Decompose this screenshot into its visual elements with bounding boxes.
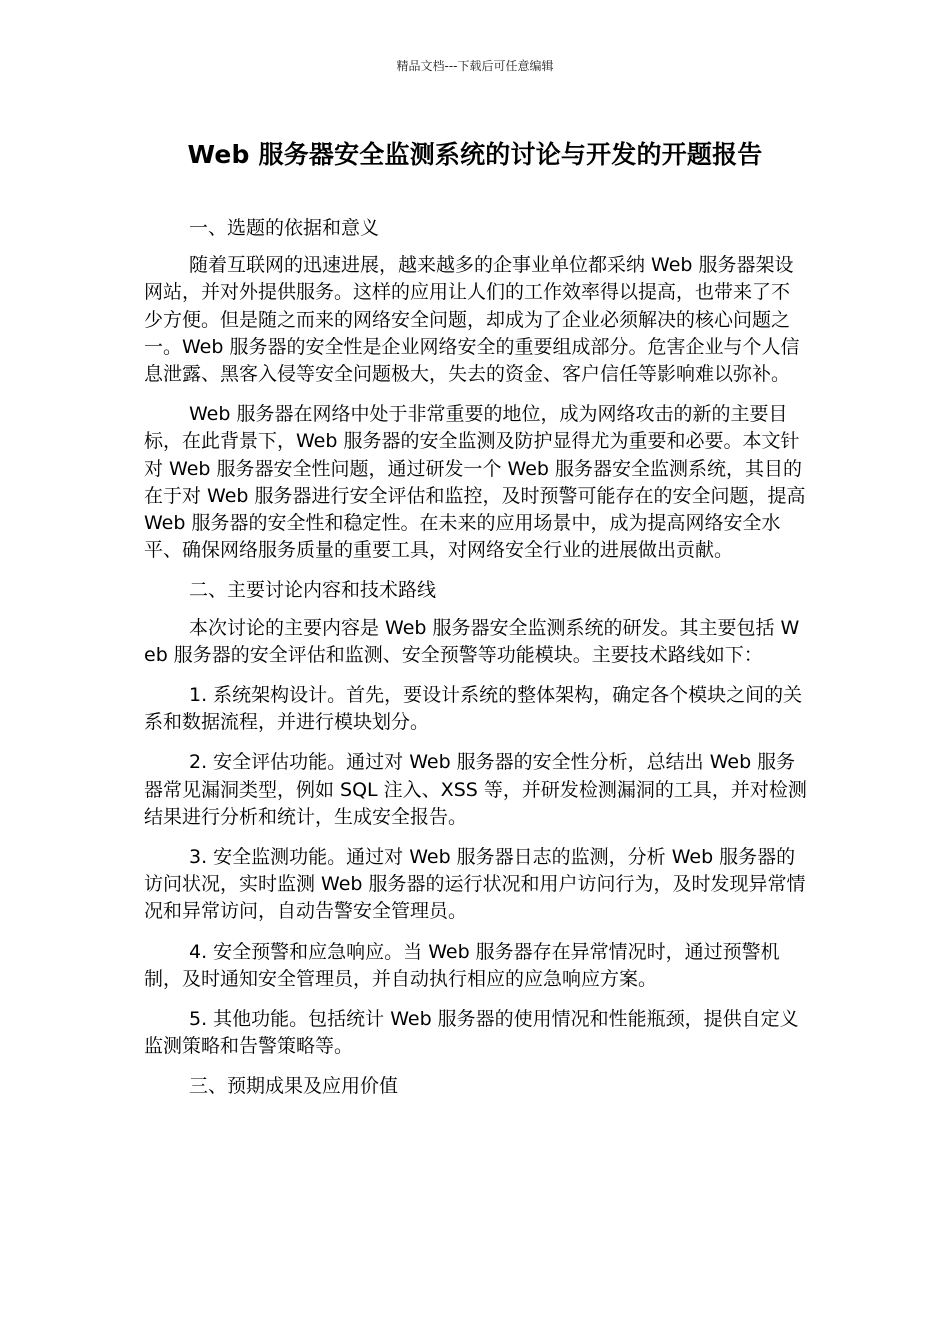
section-heading-3: 三、预期成果及应用价值: [189, 1075, 399, 1098]
page-header: 精品文档---下载后可任意编辑: [396, 59, 554, 73]
section-heading-2: 二、主要讨论内容和技术路线: [189, 579, 437, 602]
paragraph-purpose: Web 服务器在网络中处于非常重要的地位，成为网络攻击的新的主要目标，在此背景下，Web 服务器的安全监测及防护显得尤为重要和必要。本文针对 Web 服务器安全性问题，通过研发一个 Web 服务器安全监测系统，其目的在于对 Web 服务器进行安全评估和监控，及时预警可能存在的安全问题，提高 Web 服务器的安全性和稳定性。在未来的应用场景中，成为提高网络安全水平、确保网络服务质量的重要工具，对网络安全行业的进展做出贡献。: [144, 403, 806, 562]
document-title: Web 服务器安全监测系统的讨论与开发的开题报告: [187, 140, 763, 169]
list-item-4: 4. 安全预警和应急响应。当 Web 服务器存在异常情况时，通过预警机制，及时通知安全管理员，并自动执行相应的应急响应方案。: [144, 940, 780, 990]
list-item-2: 2. 安全评估功能。通过对 Web 服务器的安全性分析，总结出 Web 服务器常见漏洞类型，例如 SQL 注入、XSS 等，并研发检测漏洞的工具，并对检测结果进行分析和统计，生成安全报告。: [144, 751, 807, 828]
paragraph-main-content: 本次讨论的主要内容是 Web 服务器安全监测系统的研发。其主要包括 Web 服务器的安全评估和监测、安全预警等功能模块。主要技术路线如下：: [144, 616, 800, 666]
list-item-5: 5. 其他功能。包括统计 Web 服务器的使用情况和性能瓶颈，提供自定义监测策略和告警策略等。: [144, 1008, 799, 1058]
document-body: [144, 215, 808, 1111]
list-item-3: 3. 安全监测功能。通过对 Web 服务器日志的监测，分析 Web 服务器的访问状况，实时监测 Web 服务器的运行状况和用户访问行为，及时发现异常情况和异常访问，自动告警安全管理员。: [144, 846, 806, 923]
section-heading-1: 一、选题的依据和意义: [189, 217, 380, 239]
list-item-1: 1. 系统架构设计。首先，要设计系统的整体架构，确定各个模块之间的关系和数据流程，并进行模块划分。: [144, 684, 803, 734]
paragraph-background: 随着互联网的迅速进展，越来越多的企事业单位都采纳 Web 服务器架设网站，并对外提供服务。这样的应用让人们的工作效率得以提高，也带来了不少方便。但是随之而来的网络安全问题，却成为了企业必须解决的核心问题之一。Web 服务器的安全性是企业网络安全的重要组成部分。危害企业与个人信息泄露、黑客入侵等安全问题极大，失去的资金、客户信任等影响难以弥补。: [144, 254, 800, 386]
